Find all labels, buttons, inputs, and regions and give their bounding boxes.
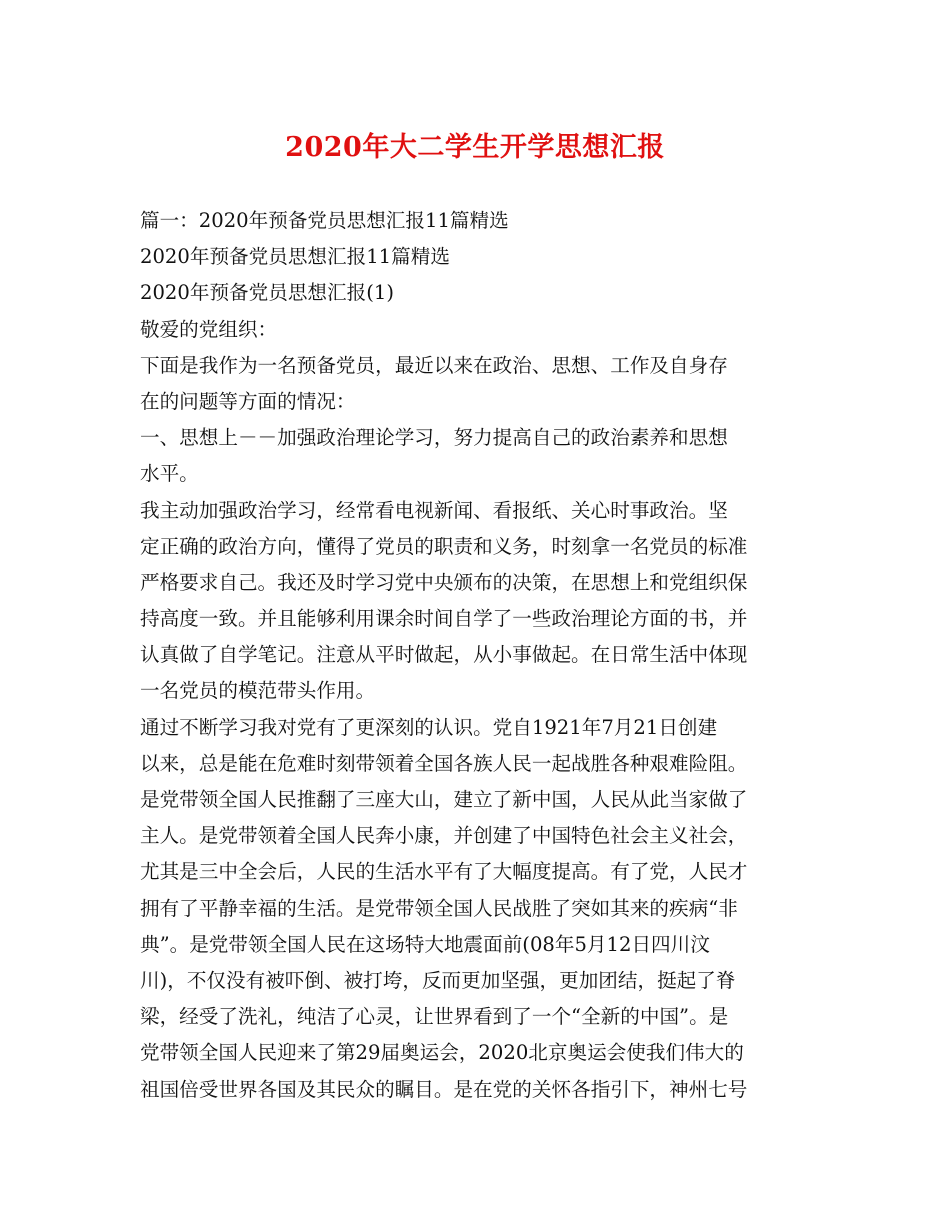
paragraph-line: 2020年预备党员思想汇报11篇精选 <box>140 245 450 269</box>
paragraph-line: 一、思想上－－加强政治理论学习，努力提高自己的政治素养和思想 <box>140 426 728 450</box>
paragraph-line: 尤其是三中全会后，人民的生活水平有了大幅度提高。有了党，人民才 <box>140 860 748 884</box>
paragraph-line: 持高度一致。并且能够利用课余时间自学了一些政治理论方面的书，并 <box>140 607 748 631</box>
paragraph-line: 定正确的政治方向，懂得了党员的职责和义务，时刻拿一名党员的标准 <box>140 534 748 558</box>
paragraph-line: 党带领全国人民迎来了第29届奥运会，2020北京奥运会使我们伟大的 <box>140 1041 744 1065</box>
paragraph-line: 篇一：2020年预备党员思想汇报11篇精选 <box>140 209 509 232</box>
paragraph-line: 水平。 <box>140 462 199 486</box>
paragraph-line: 通过不断学习我对党有了更深刻的认识。党自1921年7月21日创建 <box>140 715 718 739</box>
paragraph-line: 我主动加强政治学习，经常看电视新闻、看报纸、关心时事政治。坚 <box>140 498 728 522</box>
paragraph-line: 严格要求自己。我还及时学习党中央颁布的决策，在思想上和党组织保 <box>140 570 748 594</box>
paragraph-line: 2020年预备党员思想汇报(1) <box>140 281 394 305</box>
paragraph-line: 是党带领全国人民推翻了三座大山，建立了新中国，人民从此当家做了 <box>140 788 748 811</box>
paragraph-line: 以来，总是能在危难时刻带领着全国各族人民一起战胜各种艰难险阻。 <box>140 751 748 775</box>
paragraph-line: 祖国倍受世界各国及其民众的瞩目。是在党的关怀各指引下，神州七号 <box>140 1077 748 1101</box>
paragraph-line: 主人。是党带领着全国人民奔小康，并创建了中国特色社会主义社会， <box>140 824 748 848</box>
paragraph-line: 拥有了平静幸福的生活。是党带领全国人民战胜了突如其来的疾病“非 <box>140 896 738 920</box>
document-title: 2020年大二学生开学思想汇报 <box>285 132 665 163</box>
paragraph-line: 一名党员的模范带头作用。 <box>140 679 376 703</box>
document-body <box>140 203 812 1108</box>
paragraph-line: 梁，经受了洗礼，纯洁了心灵，让世界看到了一个“全新的中国”。是 <box>140 1005 729 1029</box>
paragraph-line: 下面是我作为一名预备党员，最近以来在政治、思想、工作及自身存 <box>140 353 728 377</box>
paragraph-line: 典”。是党带领全国人民在这场特大地震面前(08年5月12日四川汶 <box>140 932 710 956</box>
paragraph-line: 川)，不仅没有被吓倒、被打垮，反而更加坚强，更加团结，挺起了脊 <box>140 968 736 992</box>
paragraph-line: 敬爱的党组织： <box>140 317 278 341</box>
paragraph-line: 在的问题等方面的情况： <box>140 389 356 413</box>
paragraph-line: 认真做了自学笔记。注意从平时做起，从小事做起。在日常生活中体现 <box>140 643 748 667</box>
